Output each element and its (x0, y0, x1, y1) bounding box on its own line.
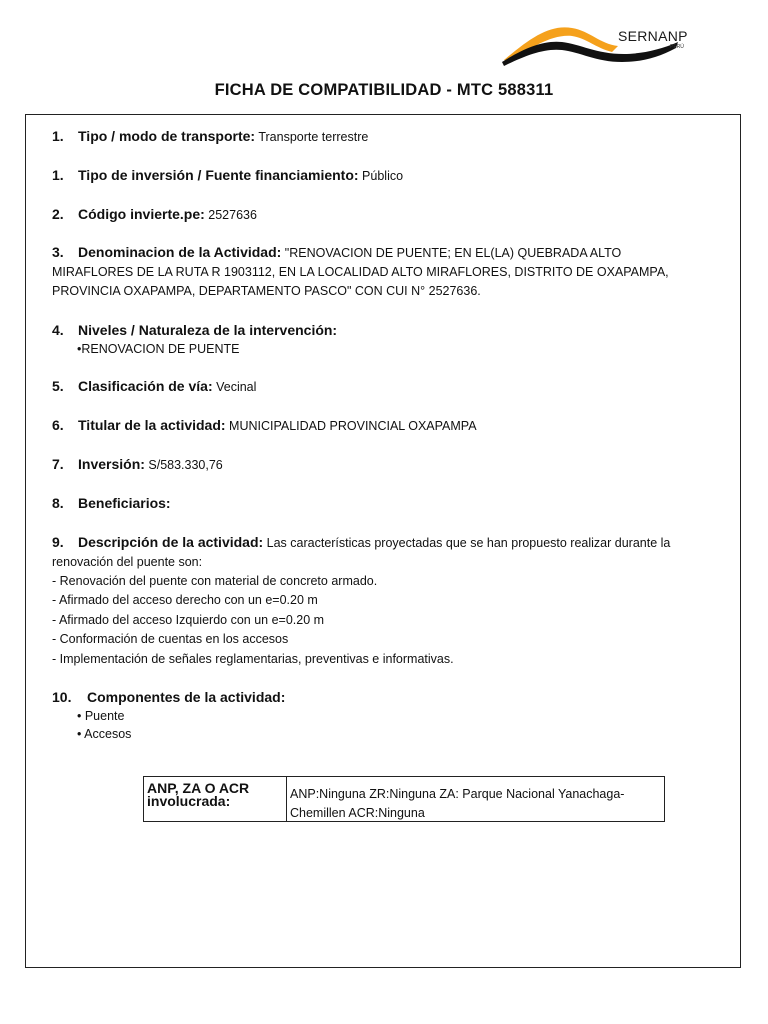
item-value: Las características proyectadas que se han propuesto realizar durante la (266, 536, 671, 550)
item-number: 3. (52, 244, 64, 260)
descripcion-line: renovación del puente son: (52, 555, 203, 569)
descripcion-line: - Afirmado del acceso derecho con un e=0.20 m (52, 593, 318, 607)
anp-table-header: ANP, ZA O ACR involucrada: (144, 777, 287, 821)
item-label: Clasificación de vía: (78, 378, 213, 394)
item-number: 9. (52, 534, 64, 550)
item-label: Componentes de la actividad: (87, 689, 286, 705)
anp-table-value: ANP:Ninguna ZR:Ninguna ZA: Parque Nacional Yanachaga-Chemillen ACR:Ninguna (290, 787, 625, 820)
item-value: "RENOVACION DE PUENTE; EN EL(LA) QUEBRADA ALTO (284, 246, 622, 260)
denominacion-line: PROVINCIA OXAPAMPA, DEPARTAMENTO PASCO" CON CUI N° 2527636. (52, 284, 481, 298)
item-componentes (52, 688, 722, 709)
item-number: 7. (52, 456, 64, 472)
item-descripcion (52, 533, 722, 554)
item-tipo-transporte (52, 127, 722, 148)
item-label: Tipo de inversión / Fuente financiamiento: (78, 167, 359, 183)
sernanp-logo (500, 18, 690, 66)
niveles-item: •RENOVACION DE PUENTE (77, 342, 240, 356)
item-label: Inversión: (78, 456, 145, 472)
logo-wordmark: SERNANP (618, 28, 688, 44)
item-tipo-inversion (52, 166, 722, 187)
item-value: MUNICIPALIDAD PROVINCIAL OXAPAMPA (229, 419, 477, 433)
item-label: Beneficiarios: (78, 495, 171, 511)
descripcion-line: - Renovación del puente con material de concreto armado. (52, 574, 378, 588)
item-titular (52, 416, 722, 437)
item-label: Niveles / Naturaleza de la intervención: (78, 322, 338, 338)
item-number: 2. (52, 206, 64, 222)
item-number: 10. (52, 689, 72, 705)
item-clasificacion-via (52, 377, 722, 398)
logo-country: PERÚ (670, 44, 684, 50)
item-value: Público (362, 169, 404, 183)
item-number: 1. (52, 128, 64, 144)
item-label: Titular de la actividad: (78, 417, 226, 433)
descripcion-line: - Implementación de señales reglamentarias, preventivas e informativas. (52, 652, 454, 666)
item-beneficiarios (52, 494, 722, 515)
item-number: 4. (52, 322, 64, 338)
item-label: Descripción de la actividad: (78, 534, 264, 550)
item-number: 6. (52, 417, 64, 433)
item-label: Denominacion de la Actividad: (78, 244, 282, 260)
item-number: 1. (52, 167, 64, 183)
item-number: 8. (52, 495, 64, 511)
item-value: Transporte terrestre (258, 130, 369, 144)
componente-item: • Accesos (77, 727, 132, 741)
componente-item: • Puente (77, 709, 125, 723)
item-number: 5. (52, 378, 64, 394)
page-title: FICHA DE COMPATIBILIDAD - MTC 588311 (214, 81, 554, 99)
item-value: 2527636 (208, 208, 257, 222)
item-niveles (52, 321, 722, 342)
item-codigo-invierte (52, 205, 722, 226)
anp-table (143, 776, 665, 822)
item-denominacion (52, 243, 722, 264)
item-value: Vecinal (216, 380, 257, 394)
descripcion-line: - Afirmado del acceso Izquierdo con un e=0.20 m (52, 613, 325, 627)
descripcion-line: - Conformación de cuentas en los accesos (52, 632, 289, 646)
item-label: Código invierte.pe: (78, 206, 205, 222)
item-value: S/583.330,76 (148, 458, 223, 472)
item-inversion (52, 455, 722, 476)
denominacion-line: MIRAFLORES DE LA RUTA R 1903112, EN LA LOCALIDAD ALTO MIRAFLORES, DISTRITO DE OXAPAMPA, (52, 265, 669, 279)
item-label: Tipo / modo de transporte: (78, 128, 256, 144)
